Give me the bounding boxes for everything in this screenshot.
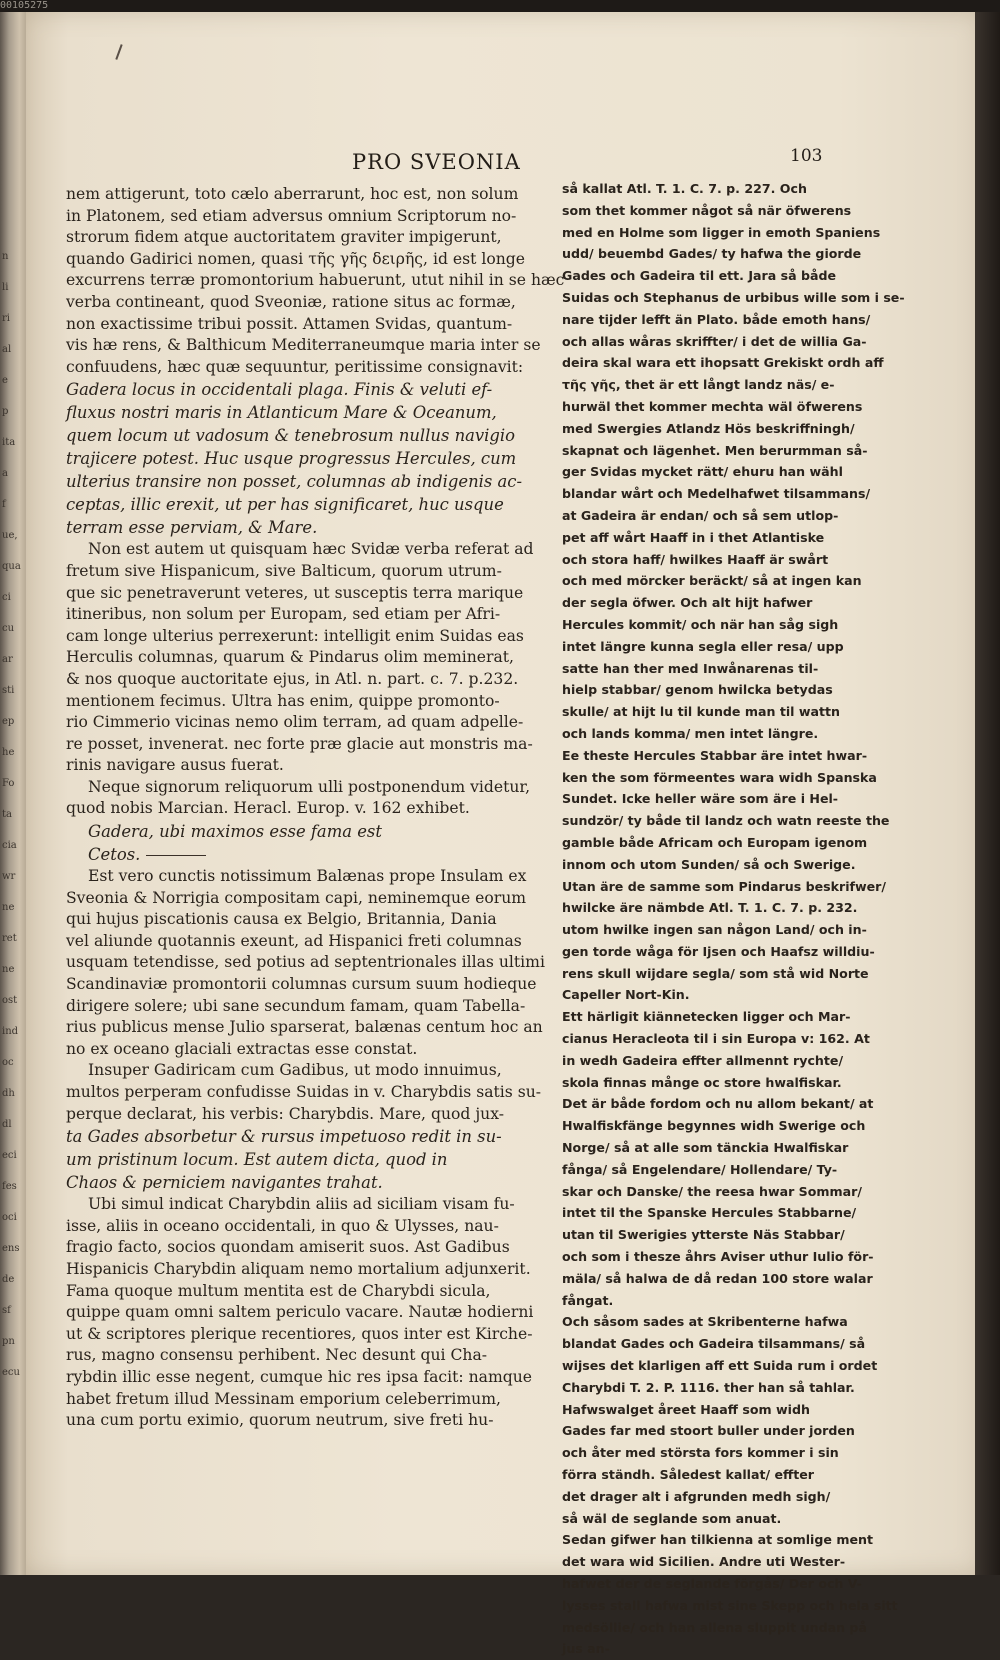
latin-line: Gadera locus in occidentali plaga. Finis & veluti ef- [66,380,493,400]
latin-line: rio Cimmerio vicinas nemo olim terram, ad quam adpelle- [66,713,524,732]
previous-page-fragment: wr [2,871,16,882]
swedish-line: Ee theste Hercules Stabbar äre intet hwar- [562,747,868,763]
previous-page-fragment: ar [2,654,13,665]
previous-page-fragment: eci [2,1150,17,1161]
swedish-line: at Gadeira är endan/ och så sem utlop- [562,507,839,523]
swedish-line: skapnat och lägenhet. Men berurmman så- [562,442,868,458]
swedish-line: der segla öfwer. Och alt hijt hafwer [562,595,813,611]
previous-page-fragment: ne [2,902,15,913]
previous-page-fragment: ind [2,1026,19,1037]
swedish-line: in wedh Gadeira effter allmennt rychte/ [562,1052,844,1068]
scan-top-strip [0,0,1000,12]
previous-page-fragment: oc [2,1057,14,1068]
latin-line: rinis navigare ausus fuerat. [66,756,284,775]
swedish-line: sundzör/ ty både til landz och watn reeste the [562,813,890,829]
latin-line: itineribus, non solum per Europam, sed etiam per Afri- [66,605,501,624]
latin-line: um pristinum locum. Est autem dicta, quod in [66,1150,448,1170]
previous-page-fragment: dh [2,1088,15,1099]
latin-line: fragio facto, socios quondam amiserit suos. Ast Gadibus [66,1238,510,1257]
previous-page-fragment: ri [2,313,10,324]
swedish-line: och åter med största fors kommer i sin [562,1445,839,1461]
latin-line: rius publicus mense Julio sparserat, balænas centum hoc an [66,1018,543,1037]
previous-page-fragment: n [2,251,9,262]
swedish-line: Ett härligit kiännetecken ligger och Mar- [562,1009,851,1025]
swedish-line: och med mörcker beräckt/ så at ingen kan [562,573,862,589]
swedish-line: skola finnas månge oc store hwalfiskar. [562,1074,842,1090]
previous-page-fragment: p [2,406,9,417]
swedish-line: fånga/ så Engelendare/ Hollendare/ Ty- [562,1161,838,1177]
swedish-line: nare tijder lefft än Plato. både emoth hans/ [562,311,871,327]
previous-page-fragment: he [2,747,15,758]
latin-line: ulterius transire non posset, columnas ab indigenis ac- [66,472,523,492]
swedish-line: Hwalfiskfänge begynnes widh Swerige och [562,1118,866,1134]
previous-page-fragment: ue, [2,530,18,541]
latin-line: & nos quoque auctoritate ejus, in Atl. n. part. c. 7. p.232. [66,669,519,688]
previous-page-fragment: f [2,499,6,510]
latin-line: Non est autem ut quisquam hæc Svidæ verba referat ad [88,540,534,559]
latin-line: Neque signorum reliquorum ulli postponendum videtur, [88,777,531,796]
latin-line: vis hæ rens, & Balthicum Mediterraneumque maria inter se [66,336,541,355]
previous-page-fragment: pn [2,1336,15,1347]
swedish-line: hwilcke äre nämbde Atl. T. 1. C. 7. p. 232. [562,900,858,916]
swedish-line: utom hwilke ingen san någon Land/ och in- [562,922,867,938]
rule-mark [146,855,206,856]
swedish-line: jus an- [562,1641,610,1657]
latin-line: dirigere solere; ubi sane secundum famam, quam Tabella- [66,996,526,1015]
swedish-line: blandat Gades och Gadeira tilsammans/ så [562,1336,866,1352]
swedish-line: rens skull wijdare segla/ som stå wid Norte [562,965,869,981]
swedish-line: pet aff wårt Haaff in i thet Atlantiske [562,529,825,545]
latin-line: Cetos. [66,843,538,866]
swedish-line: Gades far med stoort buller under jorden [562,1423,855,1439]
latin-line: Fama quoque multum mentita est de Charybdi sicula, [66,1281,491,1300]
latin-line: quod nobis Marcian. Heracl. Europ. v. 162 exhibet. [66,799,470,818]
page-number: 103 [790,146,823,166]
swedish-line: intet längre kunna segla eller resa/ upp [562,638,844,654]
swedish-line: och som i thesze åhrs Aviser uthur Iulio för- [562,1249,874,1265]
latin-line: confuudens, hæc quæ sequuntur, peritissime consignavit: [66,357,524,376]
swedish-line: τῆς γῆς, thet är ett långt landz näs/ e- [562,377,835,393]
swedish-line: Utan äre de samme som Pindarus beskrifwer/ [562,878,886,894]
swedish-line: intet til the Spanske Hercules Stabbarne/ [562,1205,857,1221]
swedish-line: deira skal wara ett ihopsatt Grekiskt ordh aff [562,355,884,371]
swedish-line: hielp stabbar/ genom hwilcka betydas [562,682,833,698]
previous-page-fragment: sf [2,1305,11,1316]
latin-line: nem attigerunt, toto cælo aberrarunt, hoc est, non solum [66,185,519,203]
swedish-line: förra ständh. Såledest kallat/ effter [562,1467,814,1483]
swedish-line: Suidas och Stephanus de urbibus wille som i se- [562,289,905,305]
running-header: PRO SVEONIA [352,150,521,174]
previous-page-fragment: cu [2,623,15,634]
latin-line: quando Gadirici nomen, quasi τῆς γῆς δειρῆς, id est longe [66,249,525,268]
latin-line: quippe quam omni saltem periculo vacare. Nautæ hodierni [66,1303,534,1322]
swedish-line: och stora haff/ hwilkes Haaff är swårt [562,551,829,567]
previous-page-fragment: ecu [2,1367,20,1378]
previous-page-fragment: e [2,375,8,386]
swedish-line: skar och Danske/ the reesa hwar Sommar/ [562,1183,862,1199]
swedish-line: Capeller Nort-Kin. [562,987,690,1003]
latin-line: perque declarat, his verbis: Charybdis. Mare, quod jux- [66,1104,504,1123]
previous-page-fragment: qua [2,561,21,572]
latin-line: una cum portu eximio, quorum neutrum, sive freti hu- [66,1411,494,1430]
previous-page-fragment: de [2,1274,15,1285]
swedish-line: och lands komma/ men intet längre. [562,725,819,741]
swedish-line: och allas wåras skriffter/ i det de willia Ga- [562,333,867,349]
swedish-line: Hafwswalget åreet Haaff som widh [562,1401,810,1417]
previous-page-fragment: ost [2,995,18,1006]
latin-line: vel aliunde quotannis exeunt, ad Hispanici freti columnas [66,931,522,950]
swedish-line: hafwet der de seglande förgås/ Der och V- [562,1576,862,1591]
swedish-line: Sundet. Icke heller wäre som äre i Hel- [562,791,839,807]
swedish-line: gen torde wåga för Ijsen och Haafsz willdiu- [562,943,875,959]
previous-page-fragment: ep [2,716,15,727]
swedish-line: som thet kommer något så när öfwerens [562,202,852,218]
latin-line: strorum fidem atque auctoritatem graviter impigerunt, [66,228,502,247]
swedish-line: med en Holme som ligger in emoth Spaniens [562,224,881,240]
latin-line: mentionem fecimus. Ultra has enim, quippe promonto- [66,691,500,710]
latin-line: rus, magno consensu perhibent. Nec desunt qui Cha- [66,1346,488,1365]
previous-page-fragment: li [2,282,9,293]
latin-line: fluxus nostri maris in Atlanticum Mare & Oceanum, [66,403,497,423]
swedish-line: innom och utom Sunden/ så och Swerige. [562,856,856,872]
latin-line: habet fretum illud Messinam emporium celeberrimum, [66,1389,501,1408]
swedish-line: Och såsom sades at Skribenterne hafwa [562,1314,848,1330]
swedish-line: med Swergies Atlandz Hös beskriffningh/ [562,420,855,436]
swedish-line: Gades och Gadeira til ett. Jara så både [562,268,837,284]
latin-line: verba contineant, quod Sveoniæ, ratione situs ac formæ, [66,292,516,311]
swedish-line: Hercules kommit/ och när han såg sigh [562,616,839,632]
latin-line: Ubi simul indicat Charybdin aliis ad siciliam visam fu- [88,1195,515,1214]
latin-line: Scandinaviæ promontorii columnas cursum suum hodieque [66,975,537,994]
swedish-line: Charybdi T. 2. P. 1116. ther han så tahlar. [562,1379,855,1395]
swedish-line: ken the som förmeentes wara widh Spanska [562,769,877,785]
latin-line: re posset, invenerat. nec forte præ glacie aut monstris ma- [66,734,533,753]
latin-line: que sic penetraverunt veteres, ut susceptis terra marique [66,583,524,602]
latin-line: Est vero cunctis notissimum Balænas prope Insulam ex [88,867,527,886]
swedish-line: Sedan gifwer han tilkienna at somlige ment [562,1532,873,1548]
latin-column [66,184,565,1430]
latin-line: rybdin illic esse negent, cumque hic res ipsa facit: namque [66,1367,532,1386]
swedish-line: det drager alt i afgrunden medh sigh/ [562,1488,831,1504]
latin-line: terram esse perviam, & Mare. [66,518,318,538]
previous-page-fragment: a [2,468,8,479]
swedish-line: cianus Heracleota til i sin Europa v: 162. At [562,1031,870,1047]
swedish-line: skulle/ at hijt lu til kunde man til wattn [562,704,841,720]
swedish-line: blandar wårt och Medelhafwet tilsammans/ [562,486,871,502]
swedish-column [562,178,905,1657]
previous-page-fragment: ta [2,809,12,820]
book-right-edge [975,12,1000,1575]
latin-line: ta Gades absorbetur & rursus impetuoso redit in su- [66,1127,502,1147]
latin-line: quem locum ut vadosum & tenebrosum nullus navigio [66,426,516,446]
latin-line: multos perperam confudisse Suidas in v. Charybdis satis su- [66,1083,542,1101]
previous-page-fragment: Fo [2,778,15,789]
latin-line: Herculis columnas, quarum & Pindarus olim meminerat, [66,648,514,667]
swedish-line: udd/ beuembd Gades/ ty hafwa the giorde [562,246,862,262]
previous-page-fragment: dl [2,1119,12,1130]
latin-line: trajicere potest. Huc usque progressus Hercules, cum [66,449,517,469]
swedish-line: mäla/ så halwa de då redan 100 store walar [562,1270,873,1286]
swedish-line: så kallat Atl. T. 1. C. 7. p. 227. Och [562,181,807,196]
previous-page-fragment: oci [2,1212,17,1223]
previous-page-fragment: cia [2,840,17,851]
swedish-line: så wäl de seglande som anuat. [562,1510,782,1526]
latin-line: fretum sive Hispanicum, sive Balticum, quorum utrum- [66,561,502,580]
latin-line: Gadera, ubi maximos esse fama est [88,822,382,842]
previous-page-fragment: ita [2,437,16,448]
swedish-line: hurwäl thet kommer mechta wäl öfwerens [562,398,863,414]
latin-line: usquam tetendisse, sed potius ad septentrionales illas ultimi [66,953,545,972]
previous-page-fragment: ret [2,933,17,944]
swedish-line: wijses det klarligen aff ett Suida rum i ordet [562,1358,878,1374]
latin-line: Insuper Gadiricam cum Gadibus, ut modo innuimus, [88,1061,502,1080]
swedish-line: lysses stall hafwa mist sine Skepp och hela sitt [562,1597,898,1613]
swedish-line: Norge/ så at alle som tänckia Hwalfiskar [562,1140,849,1156]
latin-line: Hispanicis Charybdin aliquam nemo mortalium adjunxerit. [66,1259,531,1278]
previous-page-fragment: al [2,344,12,355]
latin-line: in Platonem, sed etiam adversus omnium Scriptorum no- [66,206,517,225]
scan-id: 00105275 [0,0,49,11]
previous-page-fragment: ci [2,592,11,603]
latin-line: Chaos & perniciem navigantes trahat. [66,1173,383,1193]
previous-page-fragment: ne [2,964,15,975]
latin-line: qui hujus piscationis causa ex Belgio, Britannia, Dania [66,910,497,929]
swedish-line: medsöllie/ och han allena sluppit undan på [562,1619,867,1635]
latin-line: ceptas, illic erexit, ut per has significaret, huc usque [66,495,504,515]
previous-page-fragment: sti [2,685,15,696]
swedish-line: utan til Swerigies ytterste Näs Stabbar/ [562,1227,845,1243]
latin-line: excurrens terræ promontorium habuerunt, utut nihil in se hæc [66,271,565,290]
previous-page-fragment: fes [2,1181,17,1192]
latin-line: cam longe ulterius perrexerunt: intelligit enim Suidas eas [66,626,524,645]
swedish-line: det wara wid Sicilien. Andre uti Wester- [562,1554,846,1570]
swedish-line: Det är både fordom och nu allom bekant/ at [562,1096,874,1112]
swedish-line: gamble både Africam och Europam igenom [562,834,868,850]
latin-line: non exactissime tribui possit. Attamen Svidas, quantum- [66,314,513,333]
latin-line: Sveonia & Norrigia compositam capi, neminemque eorum [66,888,527,907]
swedish-line: satte han ther med Inwånarenas til- [562,660,819,676]
latin-line: isse, aliis in oceano occidentali, in quo & Ulysses, nau- [66,1216,499,1235]
latin-line: ut & scriptores plerique recentiores, quos inter est Kirche- [66,1324,533,1343]
swedish-line: fångat. [562,1292,614,1308]
previous-page-fragment: ens [2,1243,20,1254]
latin-line: no ex oceano glaciali extractas esse constat. [66,1039,418,1058]
swedish-line: ger Svidas mycket rätt/ ehuru han wähl [562,464,843,480]
